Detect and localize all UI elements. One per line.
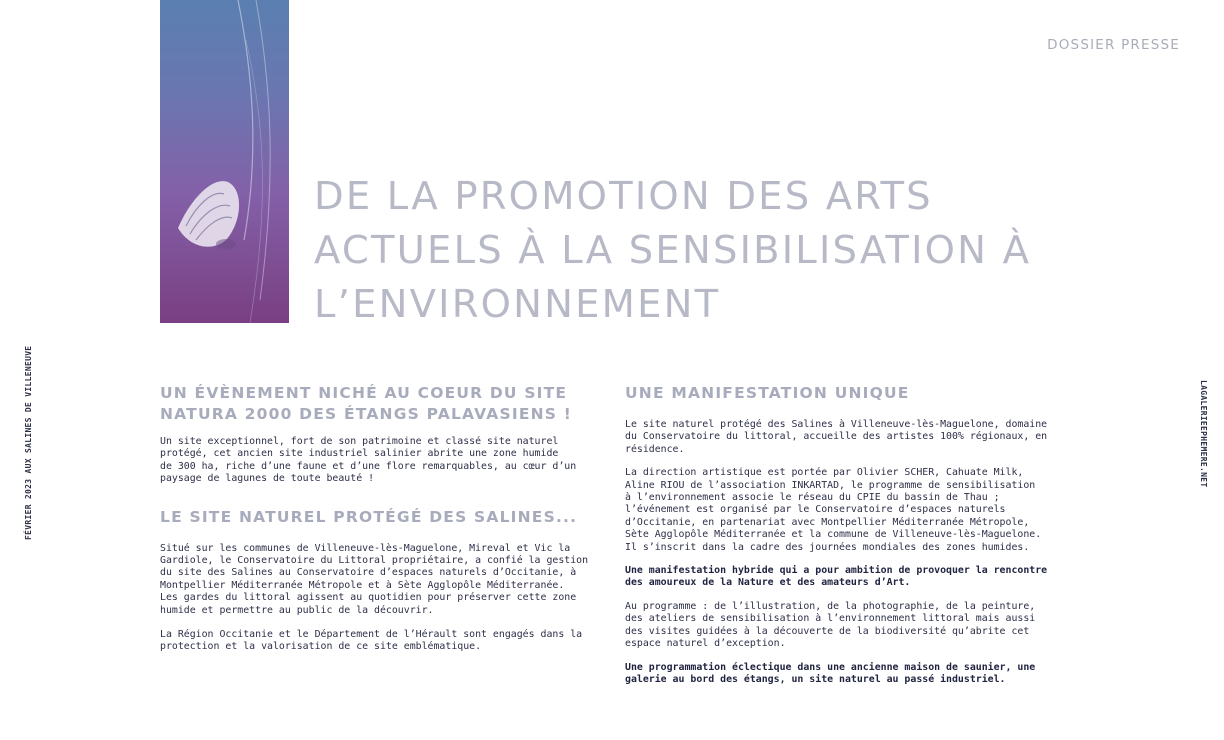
heading-line: NATURA 2000 DES ÉTANGS PALAVASIENS ! [160, 405, 573, 423]
section-heading-natura [160, 383, 608, 425]
text-line: l’événement est organisé par le Conservatoire d’espaces naturels [625, 504, 1006, 516]
page-title [314, 170, 1134, 332]
paragraph-region [160, 629, 608, 654]
text-line: Aline RIOU de l’association INKARTAD, le programme de sensibilisation [625, 479, 1036, 491]
seashell-icon [160, 0, 289, 323]
title-line: L’ENVIRONNEMENT [314, 282, 721, 327]
text-line: du Conservatoire du littoral, accueille des artistes 100% régionaux, en [625, 431, 1048, 443]
title-line: ACTUELS À LA SENSIBILISATION À [314, 228, 1032, 273]
text-line: de 300 ha, riche d’une faune et d’une flore remarquables, au cœur d’un [160, 460, 577, 472]
text-line: Gardiole, le Conservatoire du Littoral propriétaire, a confié la gestion [160, 555, 589, 567]
section-heading-manifestation: UNE MANIFESTATION UNIQUE [625, 384, 910, 402]
text-line: galerie au bord des étangs, un site naturel au passé industriel. [625, 673, 1006, 685]
text-line: espace naturel d’exception. [625, 638, 786, 650]
paragraph-situe [160, 543, 608, 617]
text-line: La Région Occitanie et le Département de l’Hérault sont engagés dans la [160, 629, 583, 641]
text-line: du site des Salines au Conservatoire d’espaces naturels d’Occitanie, à [160, 567, 577, 579]
text-line: La direction artistique est portée par Olivier SCHER, Cahuate Milk, [625, 467, 1024, 479]
left-margin-date: FÉVRIER 2023 AUX SALINES DE VILLENEUVE [24, 345, 33, 540]
text-line: d’Occitanie, en partenariat avec Montpellier Méditerranée Métropole, [625, 516, 1030, 528]
paragraph-site-exceptionnel [160, 436, 608, 486]
paragraph-direction-artistique [625, 467, 1075, 554]
paragraph-eclectique [625, 662, 1075, 687]
text-line: protection et la valorisation de ce site emblématique. [160, 641, 482, 653]
text-line: Sète Agglopôle Méditerranée et la commune de Villeneuve-lès-Maguelone. [625, 529, 1042, 541]
seashell-photo [160, 0, 289, 323]
press-kit-label: DOSSIER PRESSE [1047, 37, 1180, 53]
left-column [160, 383, 608, 654]
text-line: des visites guidées à la découverte de la biodiversité qu’abrite cet [625, 625, 1030, 637]
section-heading-salines: LE SITE NATUREL PROTÉGÉ DES SALINES... [160, 507, 578, 526]
right-column [625, 383, 1075, 686]
right-margin-website: LAGALERIEEPHEMERE.NET [1199, 380, 1208, 488]
paragraph-site-protege [625, 419, 1075, 456]
text-line: Au programme : de l’illustration, de la photographie, de la peinture, [625, 600, 1036, 612]
paragraph-hybride [625, 565, 1075, 590]
text-line: humide et permettre au public de la découvrir. [160, 604, 434, 616]
text-line: Situé sur les communes de Villeneuve-lès-Maguelone, Mireval et Vic la [160, 542, 571, 554]
text-line: paysage de lagunes de toute beauté ! [160, 473, 375, 485]
title-line: DE LA PROMOTION DES ARTS [314, 174, 933, 219]
text-line: des ateliers de sensibilisation à l’environnement littoral mais aussi [625, 613, 1036, 625]
text-line: Le site naturel protégé des Salines à Villeneuve-lès-Maguelone, domaine [625, 419, 1048, 430]
text-line: Montpellier Méditerranée Métropole et à Sète Agglopôle Méditerranée. [160, 579, 565, 591]
heading-line: UN ÉVÈNEMENT NICHÉ AU COEUR DU SITE [160, 384, 568, 402]
text-line: Une programmation éclectique dans une ancienne maison de saunier, une [625, 661, 1036, 673]
text-line: Les gardes du littoral agissent au quotidien pour préserver cette zone [160, 592, 577, 604]
paragraph-programme [625, 601, 1075, 651]
text-line: à l’environnement associe le réseau du CPIE du bassin de Thau ; [625, 492, 1000, 504]
text-line: des amoureux de la Nature et des amateurs d’Art. [625, 577, 911, 589]
text-line: Un site exceptionnel, fort de son patrimoine et classé site naturel [160, 436, 559, 447]
text-line: protégé, cet ancien site industriel salinier abrite une zone humide [160, 448, 559, 460]
text-line: résidence. [625, 443, 685, 455]
text-line: Il s’inscrit dans la cadre des journées mondiales des zones humides. [625, 541, 1030, 553]
text-line: Une manifestation hybride qui a pour ambition de provoquer la rencontre [625, 565, 1048, 577]
